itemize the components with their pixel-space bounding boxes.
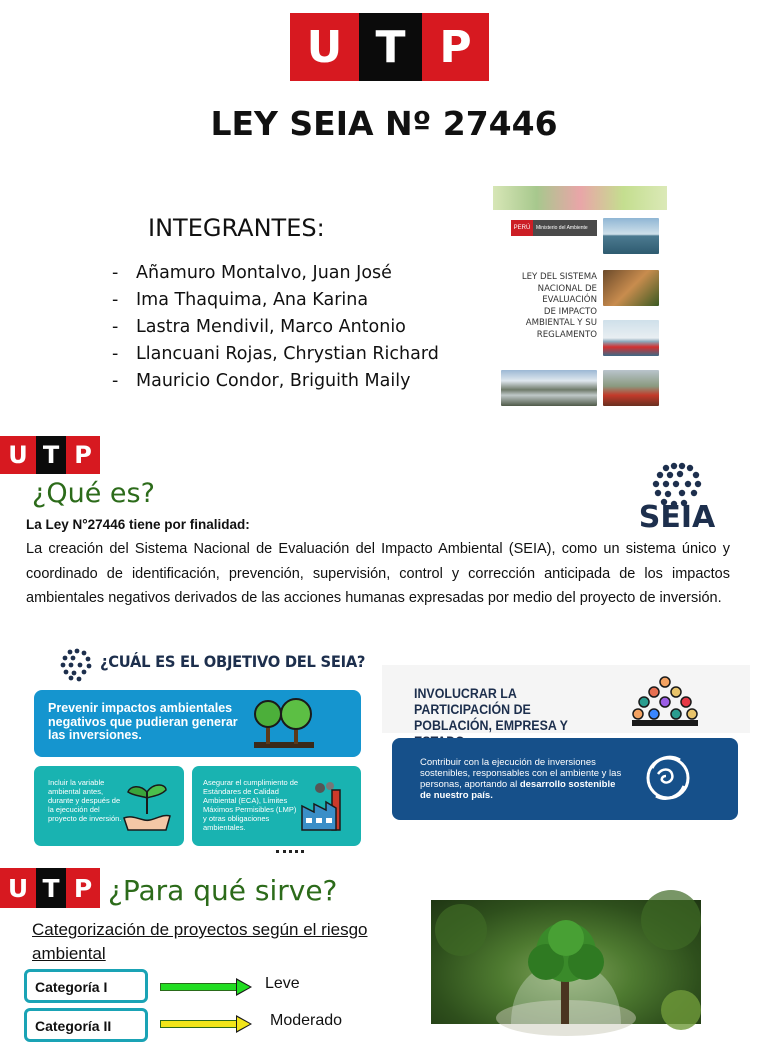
plant-hand-icon [120, 778, 174, 836]
member-item: - Llancuani Rojas, Chrystian Richard [112, 341, 439, 368]
members-list [112, 260, 439, 395]
category-1-box: Categoría I [24, 969, 148, 1003]
seia-small-logo-icon [58, 648, 94, 682]
cover-line: REGLAMENTO [536, 329, 597, 340]
group-people-icon [630, 674, 700, 728]
que-es-heading: ¿Qué es? [32, 478, 155, 509]
field-photo [603, 370, 659, 406]
member-item: - Ima Thaquima, Ana Karina [112, 287, 439, 314]
cover-line: LEY DEL SISTEMA [521, 272, 597, 282]
utp-letter-p: P [66, 868, 100, 908]
category-2-level: Moderado [270, 1012, 343, 1029]
objective-right-text: Asegurar el cumplimiento de Estándares de Calidad Ambiental (ECA), Límites Máximos Permisibles (LMP) y otras obligaciones ambientales. [203, 778, 299, 832]
factory-icon [298, 780, 352, 834]
utp-letter-u: U [0, 868, 36, 908]
utp-letter-t: T [36, 868, 66, 908]
utp-letter-t: T [36, 436, 66, 474]
arrow-head-fill [237, 980, 250, 994]
member-item: - Añamuro Montalvo, Juan José [112, 260, 439, 287]
ministry-name: Ministerio del Ambiente [533, 220, 597, 236]
cover-title [497, 272, 597, 341]
hand-photo [603, 270, 659, 306]
ministry-badge [511, 220, 597, 236]
category-1-level: Leve [265, 975, 300, 992]
definition-body: La creación del Sistema Nacional de Evaluación del Impacto Ambiental (SEIA), como un sistema único y coordinado de identificación, prevención, supervisión, control y corrección anticipada de los impactos ambientales negativos derivados de las acciones humanas expresadas por medio del proyecto de inversión. [26, 541, 730, 607]
definition-lead: La Ley N°27446 tiene por finalidad: [26, 517, 250, 532]
cover-line: DE IMPACTO [543, 306, 597, 317]
member-item: - Lastra Mendivil, Marco Antonio [112, 314, 439, 341]
law-book-cover [493, 186, 667, 410]
dots-decoration [276, 850, 304, 854]
member-item: - Mauricio Condor, Briguith Maily [112, 368, 439, 395]
objective-left-text: Incluir la variable ambiental antes, durante y después de la ejecución del proyecto de inversión. [48, 778, 122, 823]
cover-line: AMBIENTAL Y SU [525, 318, 597, 328]
cover-line: NACIONAL DE [537, 283, 597, 294]
tree-illustration [431, 900, 701, 1024]
objective-title: ¿CUÁL ES EL OBJETIVO DEL SEIA? [100, 652, 366, 671]
arrow-shaft [160, 1020, 238, 1028]
para-que-heading: ¿Para qué sirve? [108, 874, 338, 907]
trees-icon [248, 694, 320, 752]
contribution-text-bold: desarrollo sostenible de nuestro país. [420, 779, 616, 801]
recycle-globe-icon [640, 750, 696, 806]
seia-wordmark: SEIA [638, 500, 716, 535]
page-title: LEY SEIA Nº 27446 [210, 104, 558, 143]
peru-flag: PERÚ [511, 220, 533, 236]
mountain-photo [501, 370, 597, 406]
categorization-heading: Categorización de proyectos según el riesgo ambiental [32, 920, 368, 963]
utp-letter-p: P [66, 436, 100, 474]
utp-logo-section-2 [0, 868, 100, 908]
objective-main-text: Prevenir impactos ambientales negativos que pudieran generar las inversiones. [48, 701, 238, 742]
ship-photo [603, 320, 659, 356]
cover-line: EVALUACIÓN [542, 295, 597, 305]
involvement-text: INVOLUCRAR LA PARTICIPACIÓN DE POBLACIÓN, EMPRESA Y [414, 686, 568, 733]
utp-letter-u: U [0, 436, 36, 474]
arrow-icon [160, 1017, 256, 1031]
utp-logo-section-1 [0, 436, 100, 474]
tree-in-bulb-photo [431, 900, 701, 1024]
utp-logo-top [290, 13, 489, 81]
cover-top-band [493, 186, 667, 210]
contribution-text [420, 757, 625, 801]
integrantes-heading: INTEGRANTES: [148, 214, 325, 242]
arrow-icon [160, 980, 256, 994]
arrow-head-fill [237, 1017, 250, 1031]
contribution-text-main: Contribuir con la ejecución de inversiones sostenibles, responsables con el ambiente y las personas, aportando al [420, 757, 622, 790]
utp-letter-u: U [290, 13, 359, 81]
utp-letter-p: P [422, 13, 489, 81]
arrow-shaft [160, 983, 238, 991]
category-2-box: Categoría II [24, 1008, 148, 1042]
utp-letter-t: T [359, 13, 422, 81]
lake-photo [603, 218, 659, 254]
